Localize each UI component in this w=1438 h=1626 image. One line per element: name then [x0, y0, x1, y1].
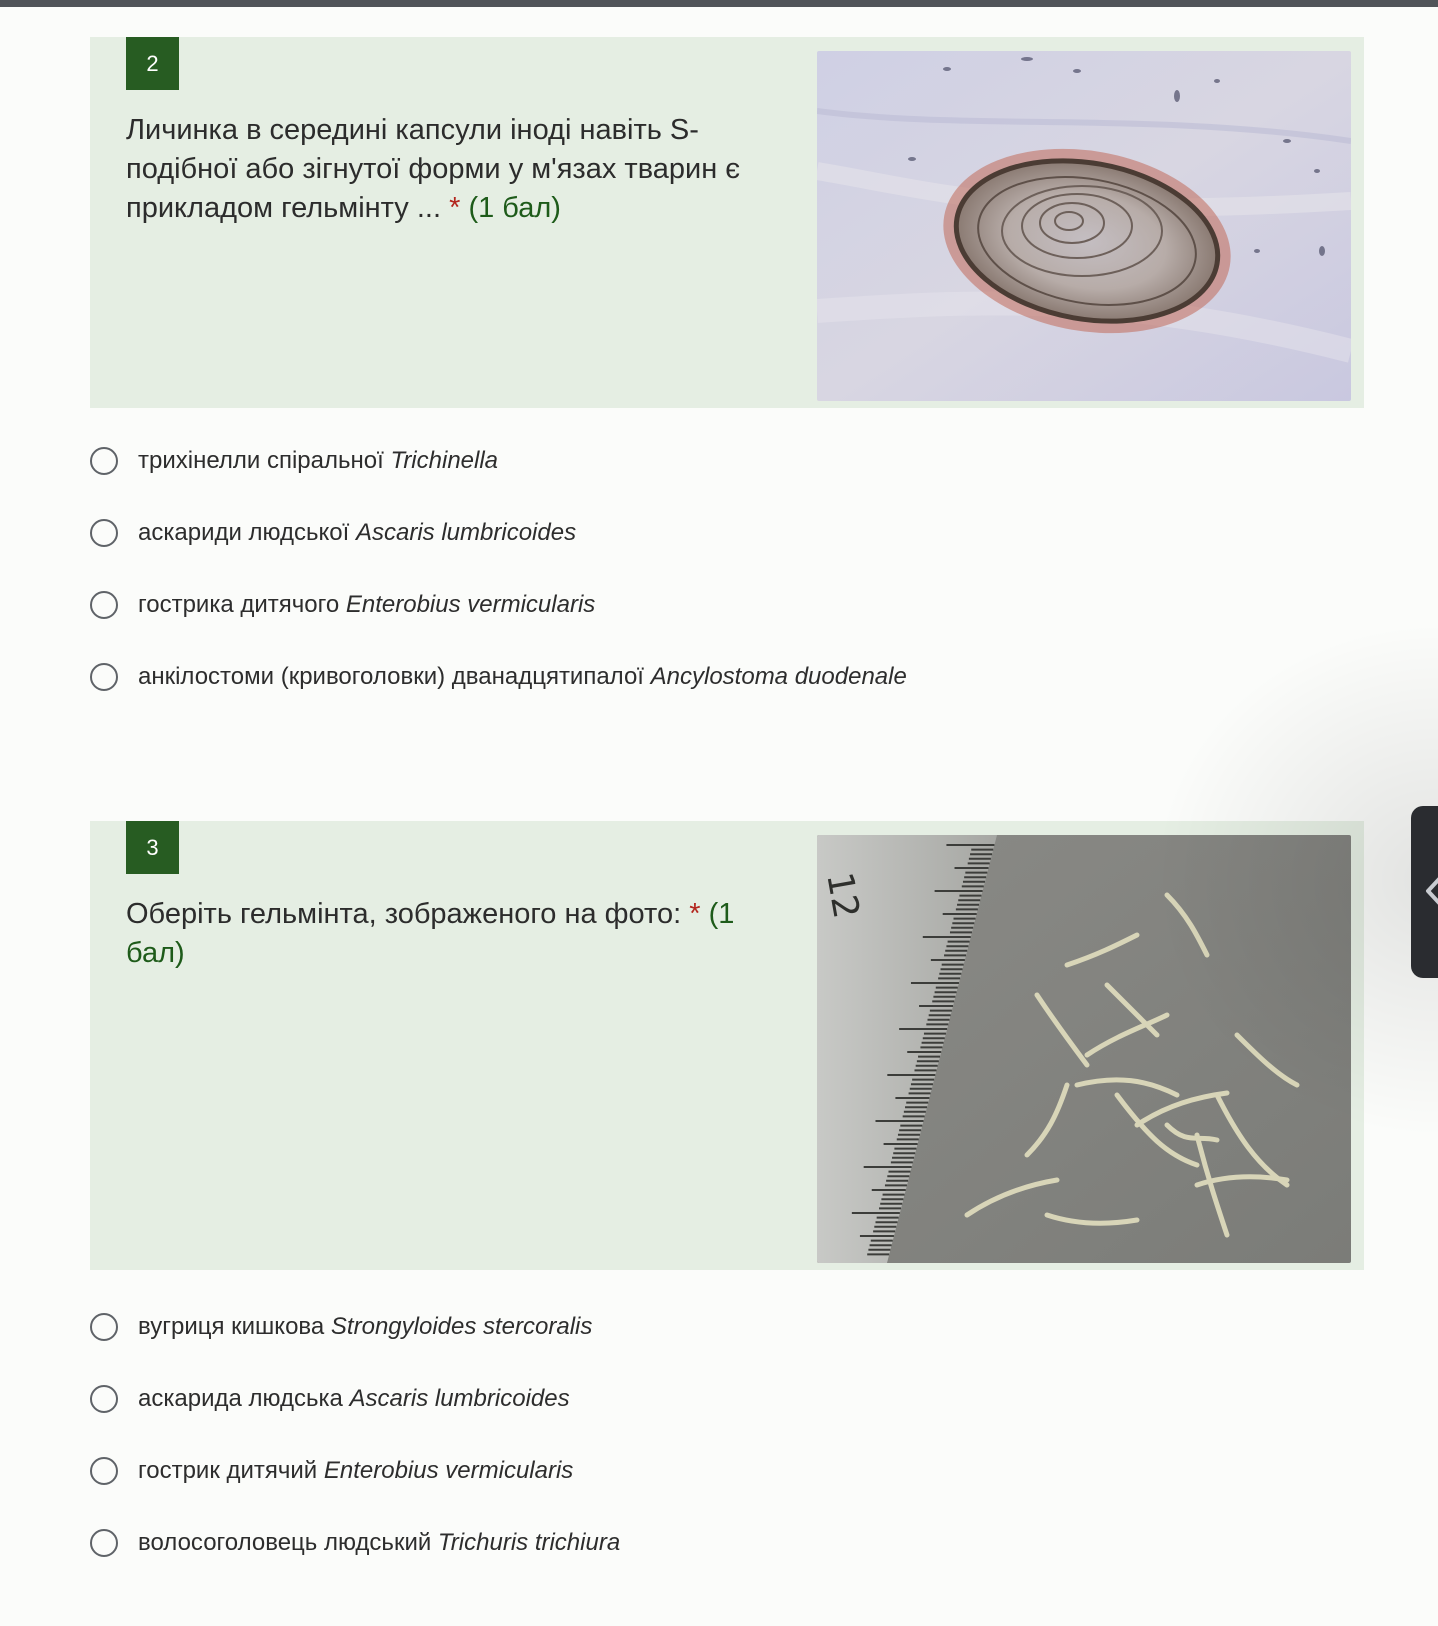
option-ancylostoma[interactable] — [90, 641, 1364, 713]
required-asterisk: * — [689, 898, 701, 930]
radio-button[interactable] — [90, 447, 118, 475]
options-list — [90, 425, 1364, 713]
option-trichuris[interactable] — [90, 1507, 1364, 1579]
option-text: аскариди людської — [138, 519, 350, 546]
option-enterobius[interactable] — [90, 1435, 1364, 1507]
required-asterisk: * — [449, 192, 461, 224]
option-latin-name: Enterobius vermicularis — [323, 1457, 574, 1484]
option-latin-name: Trichinella — [390, 447, 499, 474]
question-title: Оберіть гельмінта, зображеного на фото: — [126, 898, 682, 930]
option-ascaris[interactable] — [90, 1363, 1364, 1435]
option-ascaris[interactable] — [90, 497, 1364, 569]
option-text: гострика дитячого — [138, 591, 340, 618]
radio-button[interactable] — [90, 1313, 118, 1341]
option-text: вугриця кишкова — [138, 1313, 325, 1340]
top-bar — [0, 0, 1438, 7]
question-image-trichinella-capsule — [817, 51, 1351, 401]
option-latin-name: Ancylostoma duodenale — [650, 663, 907, 690]
option-text: трихінелли спіральної — [138, 447, 384, 474]
option-text: анкілостоми (кривоголовки) дванадцятипалої — [138, 663, 644, 690]
option-trichinella[interactable] — [90, 425, 1364, 497]
question-header — [90, 821, 1364, 1270]
question-title: Личинка в середині капсули іноді навіть S-подібної або зігнутої форми у м'язах тварин є прикладом гельмінту ... — [126, 114, 741, 224]
option-text: аскарида людська — [138, 1385, 343, 1412]
option-strongyloides[interactable] — [90, 1291, 1364, 1363]
radio-button[interactable] — [90, 663, 118, 691]
radio-button[interactable] — [90, 1385, 118, 1413]
option-latin-name: Ascaris lumbricoides — [349, 1385, 570, 1412]
chevron-left-icon — [1423, 874, 1438, 908]
question-3 — [90, 821, 1364, 1556]
question-header — [90, 37, 1364, 408]
radio-button[interactable] — [90, 519, 118, 547]
question-number-badge: 2 — [126, 37, 179, 90]
question-2 — [90, 37, 1364, 690]
micrograph-capsule-image — [817, 51, 1351, 401]
radio-button[interactable] — [90, 591, 118, 619]
option-enterobius[interactable] — [90, 569, 1364, 641]
question-points: (1 бал) — [468, 192, 561, 224]
svg-text:12: 12 — [818, 869, 867, 922]
question-number-badge: 3 — [126, 821, 179, 874]
option-latin-name: Strongyloides stercoralis — [330, 1313, 593, 1340]
radio-button[interactable] — [90, 1529, 118, 1557]
option-latin-name: Ascaris lumbricoides — [356, 519, 577, 546]
question-text — [126, 895, 766, 973]
options-list — [90, 1291, 1364, 1579]
radio-button[interactable] — [90, 1457, 118, 1485]
option-text: волосоголовець людський — [138, 1529, 432, 1556]
question-points: (1 бал) — [126, 898, 735, 969]
option-latin-name: Trichuris trichiura — [437, 1529, 621, 1556]
side-panel-handle[interactable] — [1411, 806, 1438, 978]
question-text — [126, 111, 766, 228]
option-text: гострик дитячий — [138, 1457, 318, 1484]
question-image-worms-ruler — [817, 835, 1351, 1263]
option-latin-name: Enterobius vermicularis — [345, 591, 596, 618]
photo-worms-ruler-image — [817, 835, 1351, 1263]
